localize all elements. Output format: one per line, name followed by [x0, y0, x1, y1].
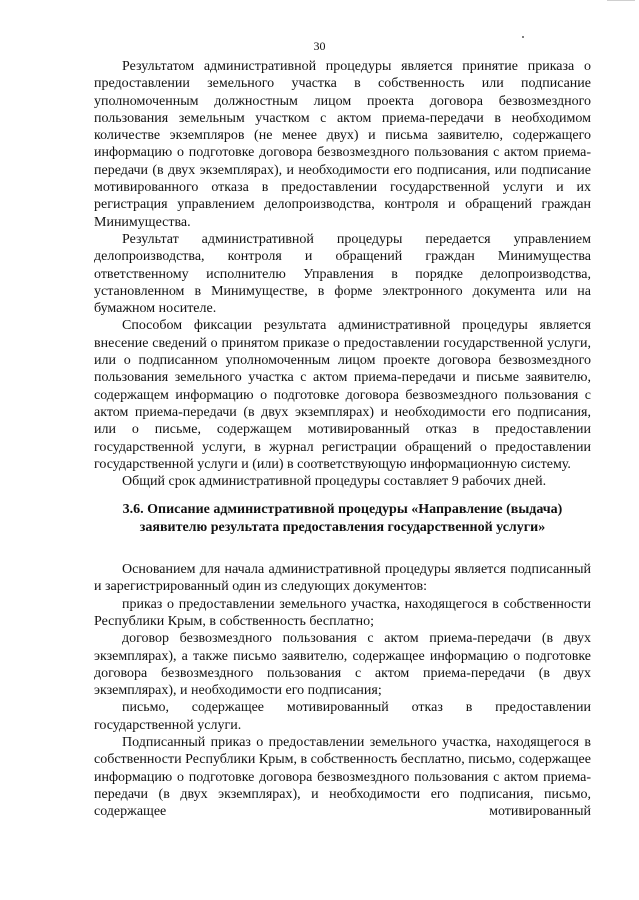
scan-corner-mark: [607, 0, 635, 5]
list-item-contract: договор безвозмездного пользования с актом приема-передачи (в двух экземплярах), а также письмо заявителю, содержащее информацию о подготовке договора безвозмездного пользования с актом приема-передачи (в двух экземплярах), и необходимости его подписания;: [94, 631, 591, 699]
list-item-order: приказ о предоставлении земельного участка, находящегося в собственности Республики Крым, в собственность бесплатно;: [94, 596, 591, 629]
section-heading: 3.6. Описание административной процедуры «Направление (выдача) заявителю результата предоставления государственной услуги»: [122, 502, 563, 535]
paragraph-signed-documents: Подписанный приказ о предоставлении земельного участка, находящегося в собственности Республики Крым, в собственность бесплатно, письмо, содержащее информацию о подготовке договора безвозмездного пользования с актом приема-передачи (в двух экземплярах), и необходимости его подписания, письмо, содержащее мотивированный: [94, 734, 591, 820]
paragraph-procedure-result: Результатом административной процедуры является принятие приказа о предоставлении земельного участка в собственность или подписание уполномоченным должностным лицом проекта договора безвозмездного пользования земельным участком с актом приема-передачи в необходимом количестве экземпляров (не менее двух) и письма заявителю, содержащего информацию о подготовке договора безвозмездного пользования с актом приема-передачи (в двух экземплярах), и необходимости его подписания, или подписание мотивированного отказа в предоставлении государственной услуги и их регистрация управлением делопроизводства, контроля и обращений граждан Минимущества.: [94, 59, 591, 230]
paragraph-result-recording: Способом фиксации результата административной процедуры является внесение сведений о принятом приказе о предоставлении государственной услуги, или о подписанном уполномоченным лицом проекте договора безвозмездного пользования земельного участка с актом приема-передачи и письме заявителю, содержащем информацию о подготовке договора безвозмездного пользования с актом приема-передачи (в двух экземплярах) и необходимости его подписания, или о письме, содержащем мотивированный отказ в предоставлении государственной услуги, в журнал регистрации обращений о предоставлении государственной услуги и (или) в соответствующую информационную систему.: [94, 318, 591, 472]
paragraph-result-transfer: Результат административной процедуры передается управлением делопроизводства, контроля и обращений граждан Минимущества ответственному исполнителю Управления в порядке делопроизводства, установленном в Минимуществе, в форме электронного документа или на бумажном носителе.: [94, 231, 591, 317]
paragraph-total-duration: Общий срок административной процедуры составляет 9 рабочих дней.: [122, 474, 547, 490]
document-body: [94, 58, 591, 820]
scan-speck: [522, 36, 524, 38]
list-item-refusal-letter: письмо, содержащее мотивированный отказ в предоставлении государственной услуги.: [94, 700, 591, 733]
paragraph-grounds: Основанием для начала административной процедуры является подписанный и зарегистрированный один из следующих документов:: [94, 562, 591, 595]
page-number: 30: [313, 39, 326, 53]
